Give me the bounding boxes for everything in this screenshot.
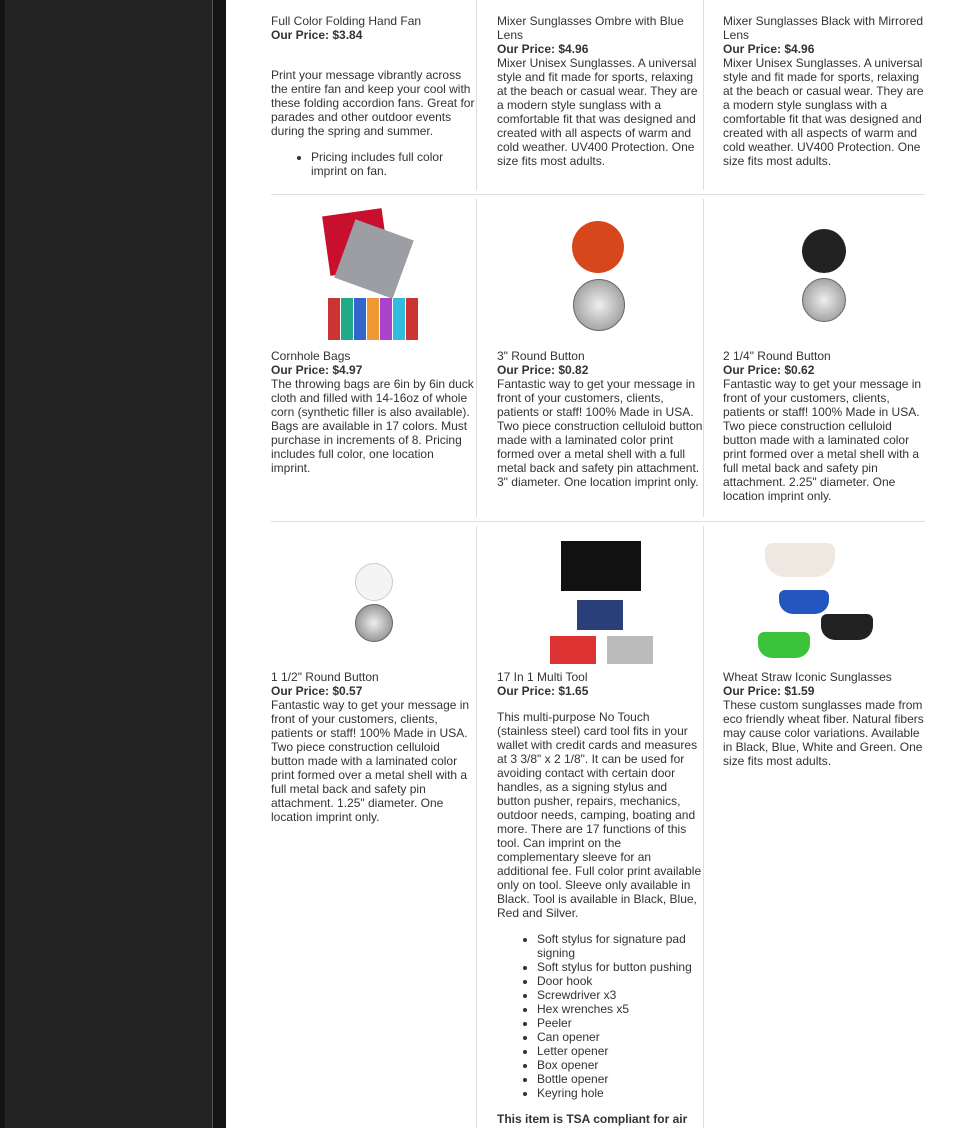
product-price: Our Price: $0.62: [723, 363, 815, 377]
feature-item: • Pricing includes full color imprint on fan.: [311, 150, 476, 178]
product-price: Our Price: $1.59: [723, 684, 815, 698]
feature-item: • Soft stylus for button pushing: [537, 960, 703, 974]
product-card: [723, 535, 925, 768]
product-description: Print your message vibrantly across the entire fan and keep your cool with these folding accordion fans. Great for parades and other outdoor events during the spring and summer.: [271, 68, 475, 138]
product-description: Fantastic way to get your message in front of your customers, clients, patients or staff! 100% Made in USA. Two piece construction celluloid button made with a laminated color print formed over a metal shell with a full metal back and safety pin attachment. 3" diameter. One location imprint only.: [497, 377, 703, 489]
feature-item: • Door hook: [537, 974, 703, 988]
product-description: Fantastic way to get your message in front of your customers, clients, patients or staff! 100% Made in USA. Two piece construction celluloid button made with a laminated color print formed over a metal shell with a full metal back and safety pin attachment. 1.25" diameter. One location imprint only.: [271, 698, 470, 824]
product-card: [723, 208, 925, 503]
feature-item: • Keyring hole: [537, 1086, 703, 1100]
left-sidebar: [5, 0, 213, 1128]
product-card: [497, 14, 703, 168]
feature-item: • Peeler: [537, 1016, 703, 1030]
product-price: Our Price: $0.82: [497, 363, 589, 377]
product-price: Our Price: $4.96: [497, 42, 589, 56]
feature-item: • Soft stylus for signature pad signing: [537, 932, 703, 960]
product-title-link[interactable]: Mixer Sunglasses Black with Mirrored Lens: [723, 14, 924, 42]
product-description: This multi-purpose No Touch (stainless steel) card tool fits in your wallet with credit cards and measures at 3 3/8" x 2 1/8". It can be used for avoiding contact with certain door handles, as a signing stylus and button pusher, repairs, mechanics, outdoor needs, camping, boating and more. There are 17 functions of this tool. Can imprint on the complementary sleeve for an additional fee. Full color print available only on tool. Sleeve only available in Black. Tool is available in Black, Blue, Red and Silver.: [497, 710, 702, 920]
feature-item: • Screwdriver x3: [537, 988, 703, 1002]
feature-item: • Hex wrenches x5: [537, 1002, 703, 1016]
feature-item: • Letter opener: [537, 1044, 703, 1058]
product-description: The throwing bags are 6in by 6in duck cloth and filled with 14-16oz of whole corn (synthetic filler is also available). Bags are available in 17 colors. Must purchase in increments of 8. Pricing includes full color, one location imprint.: [271, 377, 474, 475]
product-title-link[interactable]: Wheat Straw Iconic Sunglasses: [723, 670, 892, 684]
product-title-link[interactable]: Cornhole Bags: [271, 349, 351, 363]
product-description: Fantastic way to get your message in front of your customers, clients, patients or staff! 100% Made in USA. Two piece construction celluloid button made with a laminated color print formed over a metal shell with a full metal back and safety pin attachment. 2.25" diameter. One location imprint only.: [723, 377, 922, 503]
product-title-link[interactable]: 17 In 1 Multi Tool: [497, 670, 588, 684]
feature-item: • Can opener: [537, 1030, 703, 1044]
product-price: Our Price: $4.97: [271, 363, 363, 377]
product-grid: [226, 0, 960, 1128]
product-title-link[interactable]: 1 1/2" Round Button: [271, 670, 379, 684]
multi-tool-image[interactable]: [497, 535, 703, 669]
product-description: Mixer Unisex Sunglasses. A universal style and fit made for sports, relaxing at the beach or casual wear. They are a modern style sunglass with a comfortable fit that was designed and created with all aspects of warm and cold weather. UV400 Protection. One size fits most adults.: [723, 56, 924, 168]
feature-item: • Box opener: [537, 1058, 703, 1072]
tsa-note: This item is TSA compliant for air: [497, 1112, 688, 1126]
product-card: [271, 535, 476, 824]
product-title-link[interactable]: 2 1/4" Round Button: [723, 349, 831, 363]
product-card: [271, 208, 476, 475]
round-button-image[interactable]: [271, 535, 476, 669]
product-price: Our Price: $0.57: [271, 684, 363, 698]
product-price: Our Price: $1.65: [497, 684, 589, 698]
round-button-image[interactable]: [497, 208, 703, 348]
product-card: [723, 14, 925, 168]
product-title-link[interactable]: 3" Round Button: [497, 349, 585, 363]
product-description: Mixer Unisex Sunglasses. A universal style and fit made for sports, relaxing at the beach or casual wear. They are a modern style sunglass with a comfortable fit that was designed and created with all aspects of warm and cold weather. UV400 Protection. One size fits most adults.: [497, 56, 698, 168]
product-card: [497, 208, 703, 489]
product-description: These custom sunglasses made from eco friendly wheat fiber. Natural fibers may cause color variations. Available in Black, Blue, White and Green. One size fits most adults.: [723, 698, 924, 768]
product-title-link[interactable]: Full Color Folding Hand Fan: [271, 14, 422, 28]
product-price: Our Price: $4.96: [723, 42, 815, 56]
sunglasses-image[interactable]: [723, 535, 925, 669]
cornhole-bags-image[interactable]: [271, 208, 476, 348]
feature-item: • Bottle opener: [537, 1072, 703, 1086]
product-title-link[interactable]: Mixer Sunglasses Ombre with Blue Lens: [497, 14, 684, 42]
product-price: Our Price: $3.84: [271, 28, 363, 42]
product-card: [497, 535, 703, 1126]
product-card: [271, 14, 476, 178]
round-button-image[interactable]: [723, 208, 925, 348]
